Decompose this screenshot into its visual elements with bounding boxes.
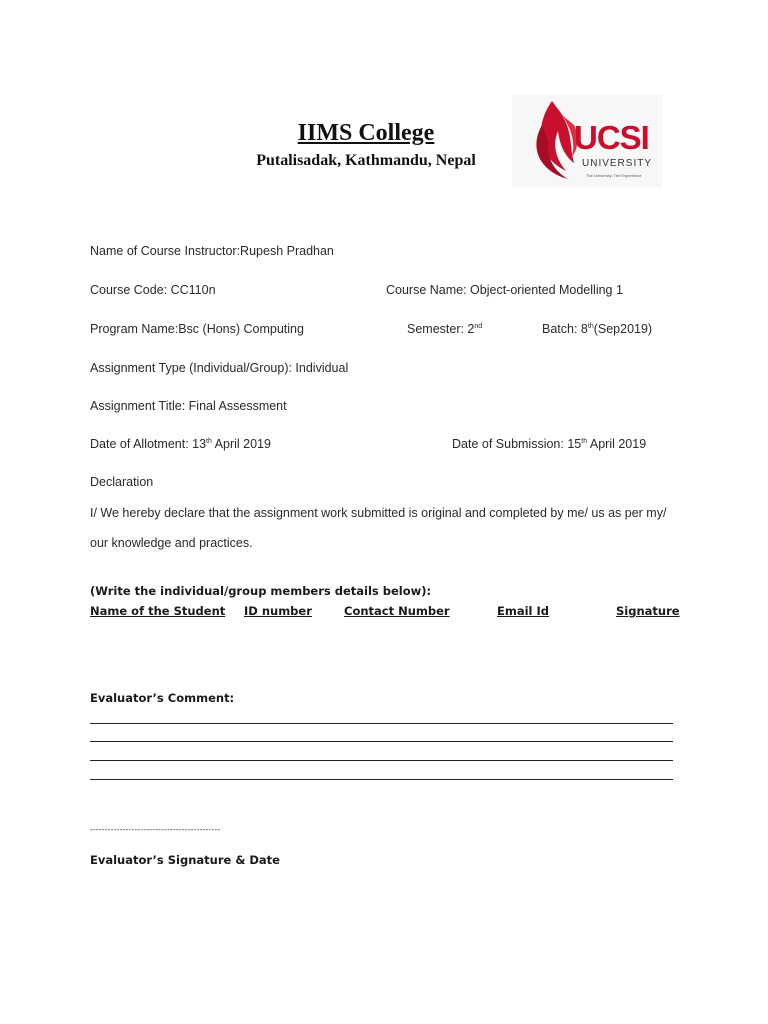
comment-line-4 xyxy=(90,779,673,780)
logo-sub: UNIVERSITY xyxy=(582,158,653,169)
allotment-rest: April 2019 xyxy=(211,437,271,451)
signature-dashes: -------------------------------------------- xyxy=(90,825,221,834)
college-address: Putalisadak, Kathmandu, Nepal xyxy=(256,152,476,169)
batch-value: Batch: 8 xyxy=(542,322,588,336)
logo-brand: UCSI xyxy=(574,119,649,156)
evaluator-comment-label: Evaluator’s Comment: xyxy=(90,691,235,705)
semester-value: Semester: 2 xyxy=(407,322,475,336)
instructor-field: Name of Course Instructor:Rupesh Pradhan xyxy=(90,244,334,258)
column-id-number: ID number xyxy=(244,604,312,618)
semester-field xyxy=(407,322,482,336)
assignment-type-field: Assignment Type (Individual/Group): Individual xyxy=(90,361,349,375)
declaration-line-2: our knowledge and practices. xyxy=(90,536,253,550)
submission-rest: April 2019 xyxy=(587,437,647,451)
comment-line-1 xyxy=(90,723,673,724)
course-name-field: Course Name: Object-oriented Modelling 1 xyxy=(386,283,623,297)
comment-line-3 xyxy=(90,760,673,761)
course-code-field: Course Code: CC110n xyxy=(90,283,216,297)
batch-suffix: th xyxy=(587,322,594,330)
column-student-name: Name of the Student xyxy=(90,604,226,618)
batch-date: (Sep2019) xyxy=(593,322,653,336)
column-email-id: Email Id xyxy=(497,604,549,618)
evaluator-signature-label: Evaluator’s Signature & Date xyxy=(90,853,280,867)
batch-field xyxy=(542,322,652,336)
ucsi-logo xyxy=(512,95,662,187)
declaration-heading: Declaration xyxy=(90,475,154,489)
semester-suffix: nd xyxy=(474,322,483,330)
program-field: Program Name:Bsc (Hons) Computing xyxy=(90,322,304,336)
submission-value: Date of Submission: 15 xyxy=(452,437,582,451)
assignment-title-field: Assignment Title: Final Assessment xyxy=(90,399,287,413)
logo-tagline: The University. The Experience xyxy=(586,173,642,178)
submission-date-field xyxy=(452,437,646,451)
column-contact-number: Contact Number xyxy=(344,604,450,618)
submission-suffix: th xyxy=(581,437,588,445)
members-instruction: (Write the individual/group members details below): xyxy=(90,584,432,598)
declaration-line-1: I/ We hereby declare that the assignment work submitted is original and completed by me/ us as per my/ xyxy=(90,506,667,520)
allotment-date-field xyxy=(90,437,271,451)
allotment-value: Date of Allotment: 13 xyxy=(90,437,207,451)
allotment-suffix: th xyxy=(206,437,212,445)
comment-line-2 xyxy=(90,741,673,742)
college-title: IIMS College xyxy=(297,120,435,146)
column-signature: Signature xyxy=(616,604,680,618)
